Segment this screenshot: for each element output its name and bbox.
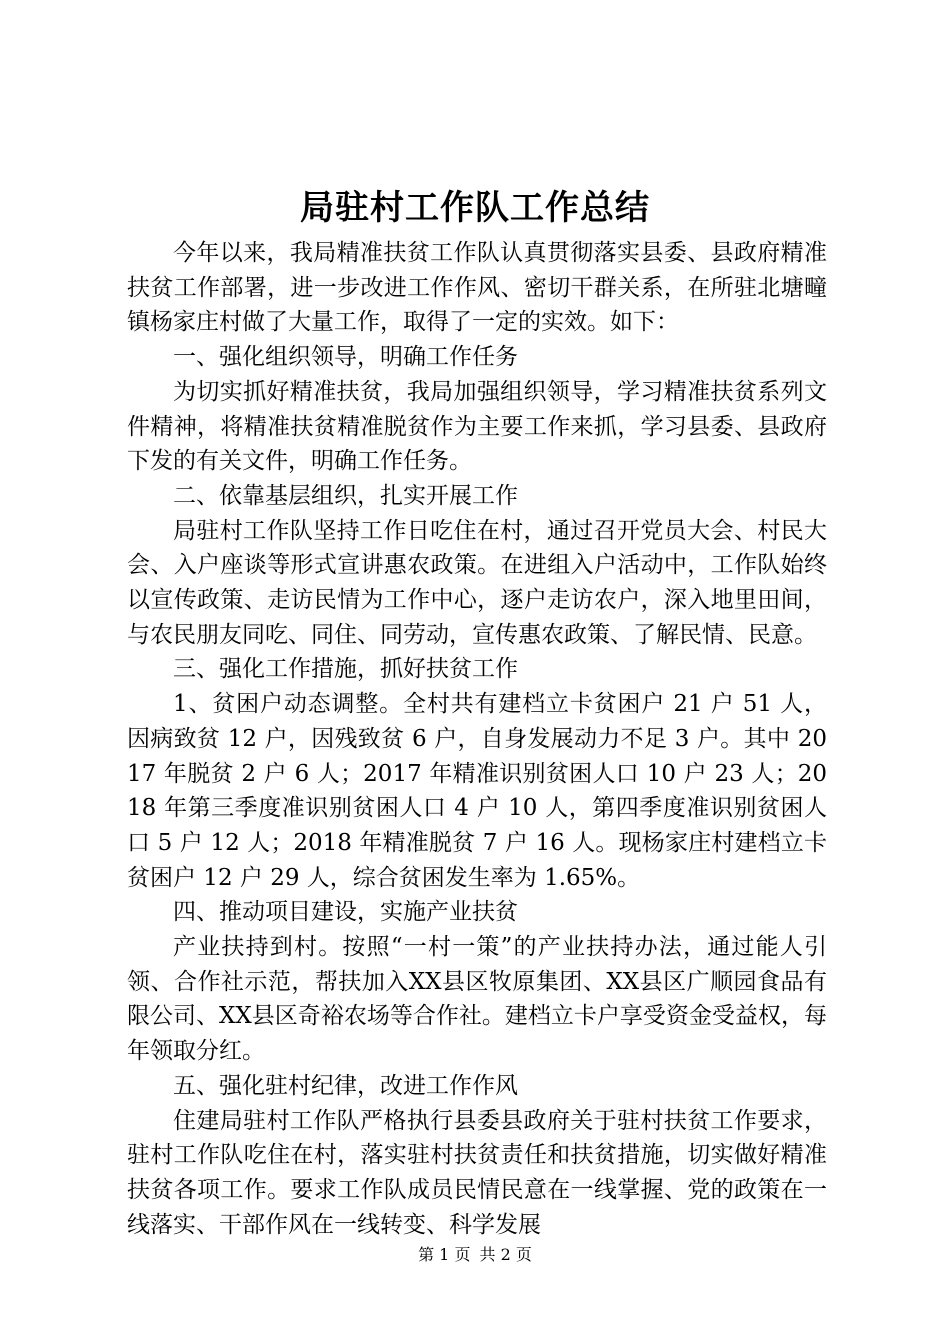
page-footer xyxy=(0,1244,950,1266)
section-body-3: 1、贫困户动态调整。全村共有建档立卡贫困户 21 户 51 人，因病致贫 12 户，因残致贫 6 户，自身发展动力不足 3 户。其中 2017 年脱贫 2 户 6 人；2017 年精准识别贫困人口 10 户 23 人；2018 年第三季度准识别贫困人口 4 户 10 人，第四季度准识别贫困人口 5 户 12 人；2018 年精准脱贫 7 户 16 人。现杨家庄村建档立卡贫困户 12 户 29 人，综合贫困发生率为 1.65%。 xyxy=(127,691,827,891)
page-total: 共 2 页 xyxy=(479,1245,532,1264)
section-heading-2: 二、依靠基层组织，扎实开展工作 xyxy=(173,482,518,509)
section-body-1: 为切实抓好精准扶贫，我局加强组织领导，学习精准扶贫系列文件精神，将精准扶贫精准脱贫作为主要工作来抓，学习县委、县政府下发的有关文件，明确工作任务。 xyxy=(127,378,827,475)
section-heading-3: 三、强化工作措施，抓好扶贫工作 xyxy=(173,656,518,683)
section-heading-4: 四、推动项目建设，实施产业扶贫 xyxy=(173,899,518,926)
section-body-5: 住建局驻村工作队严格执行县委县政府关于驻村扶贫工作要求，驻村工作队吃住在村，落实驻村扶贫责任和扶贫措施，切实做好精准扶贫各项工作。要求工作队成员民情民意在一线掌握、党的政策在一线落实、干部作风在一线转变、科学发展 xyxy=(127,1107,827,1238)
section-body-2: 局驻村工作队坚持工作日吃住在村，通过召开党员大会、村民大会、入户座谈等形式宣讲惠农政策。在进组入户活动中，工作队始终以宣传政策、走访民情为工作中心，逐户走访农户，深入地里田间，与农民朋友同吃、同住、同劳动，宣传惠农政策、了解民情、民意。 xyxy=(127,517,827,648)
document-body xyxy=(127,236,827,1242)
section-body-4: 产业扶持到村。按照“一村一策”的产业扶持办法，通过能人引领、合作社示范，帮扶加入XX县区牧原集团、XX县区广顺园食品有限公司、XX县区奇裕农场等合作社。建档立卡户享受资金受益权，每年领取分红。 xyxy=(127,934,827,1065)
section-heading-1: 一、强化组织领导，明确工作任务 xyxy=(173,344,518,371)
intro-paragraph: 今年以来，我局精准扶贫工作队认真贯彻落实县委、县政府精准扶贫工作部署，进一步改进工作作风、密切干群关系，在所驻北塘疃镇杨家庄村做了大量工作，取得了一定的实效。如下： xyxy=(127,240,827,336)
document-title: 局驻村工作队工作总结 xyxy=(300,188,650,228)
section-heading-5: 五、强化驻村纪律，改进工作作风 xyxy=(173,1072,518,1099)
page-number: 第 1 页 xyxy=(418,1245,471,1264)
